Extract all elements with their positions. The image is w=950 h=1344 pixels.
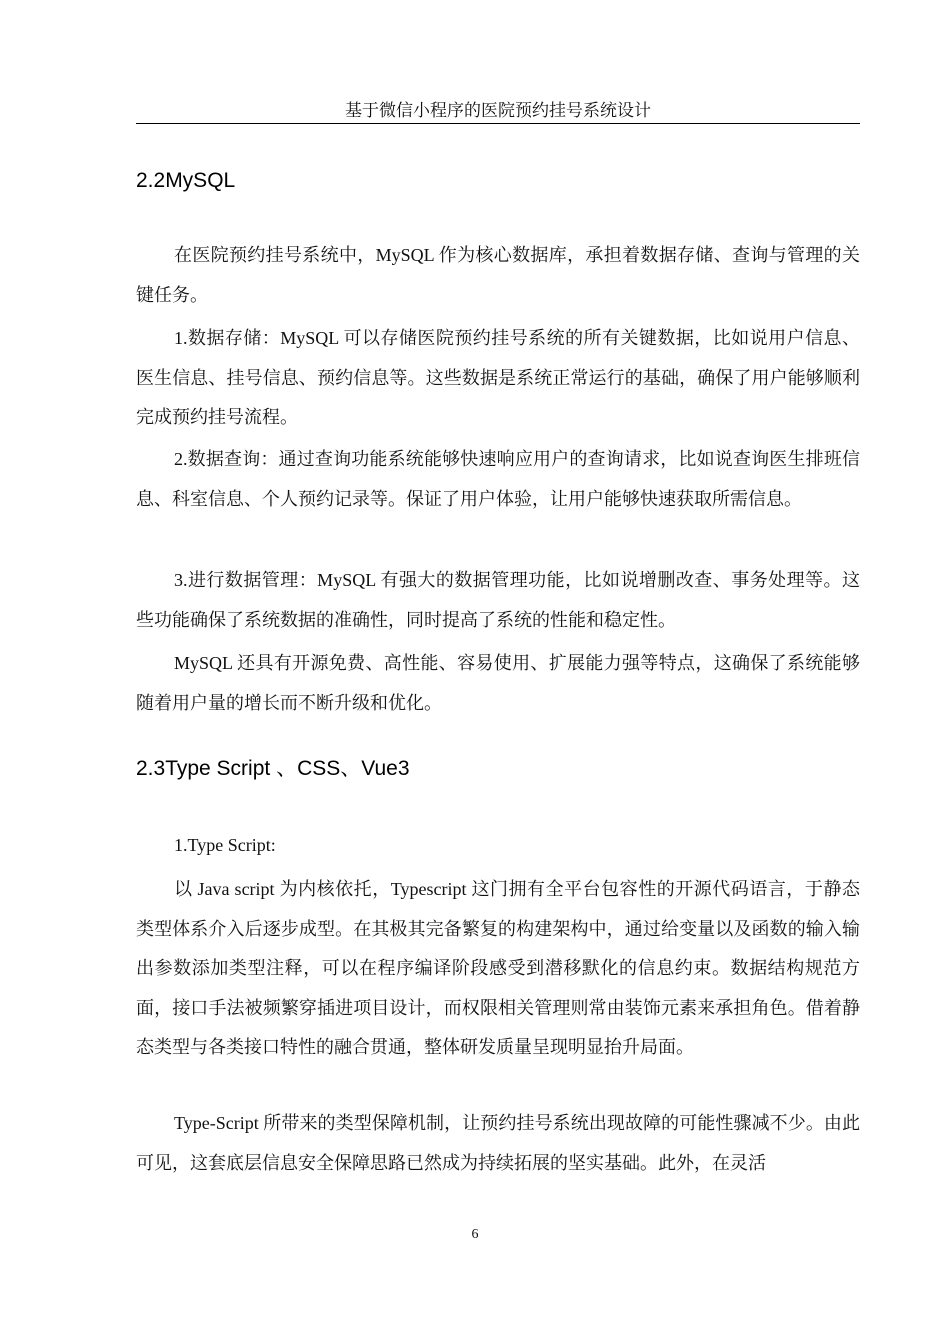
- paragraph: 在医院预约挂号系统中，MySQL 作为核心数据库，承担着数据存储、查询与管理的关键任务。: [136, 245, 860, 305]
- paragraph: 1.Type Script:: [174, 835, 276, 855]
- page-header: 基于微信小程序的医院预约挂号系统设计: [136, 101, 860, 124]
- section-heading-typescript: 2.3Type Script 、CSS、Vue3: [136, 757, 410, 780]
- paragraph: 以 Java script 为内核依托，Typescript 这门拥有全平台包容性的开源代码语言，于静态类型体系介入后逐步成型。在其极其完备繁复的构建架构中，通过给变量以及函数的输入输出参数添加类型注释，可以在程序编译阶段感受到潜移默化的信息约束。数据结构规范方面，接口手法被频繁穿插进项目设计，而权限相关管理则常由装饰元素来承担角色。借着静态类型与各类接口特性的融合贯通，整体研发质量呈现明显抬升局面。: [136, 879, 860, 1057]
- paragraph: 1.数据存储：MySQL 可以存储医院预约挂号系统的所有关键数据，比如说用户信息、医生信息、挂号信息、预约信息等。这些数据是系统正常运行的基础，确保了用户能够顺利完成预约挂号流程。: [136, 328, 860, 427]
- paragraph: Type-Script 所带来的类型保障机制，让预约挂号系统出现故障的可能性骤减不少。由此可见，这套底层信息安全保障思路已然成为持续拓展的坚实基础。此外，在灵活: [136, 1113, 860, 1173]
- paragraph: 3.进行数据管理：MySQL 有强大的数据管理功能，比如说增删改查、事务处理等。这些功能确保了系统数据的准确性，同时提高了系统的性能和稳定性。: [136, 570, 860, 630]
- section-heading-mysql: 2.2MySQL: [136, 169, 236, 192]
- paragraph: MySQL 还具有开源免费、高性能、容易使用、扩展能力强等特点，这确保了系统能够随着用户量的增长而不断升级和优化。: [136, 653, 860, 713]
- page-number: 6: [471, 1227, 479, 1242]
- paragraph: 2.数据查询：通过查询功能系统能够快速响应用户的查询请求，比如说查询医生排班信息、科室信息、个人预约记录等。保证了用户体验，让用户能够快速获取所需信息。: [136, 449, 860, 509]
